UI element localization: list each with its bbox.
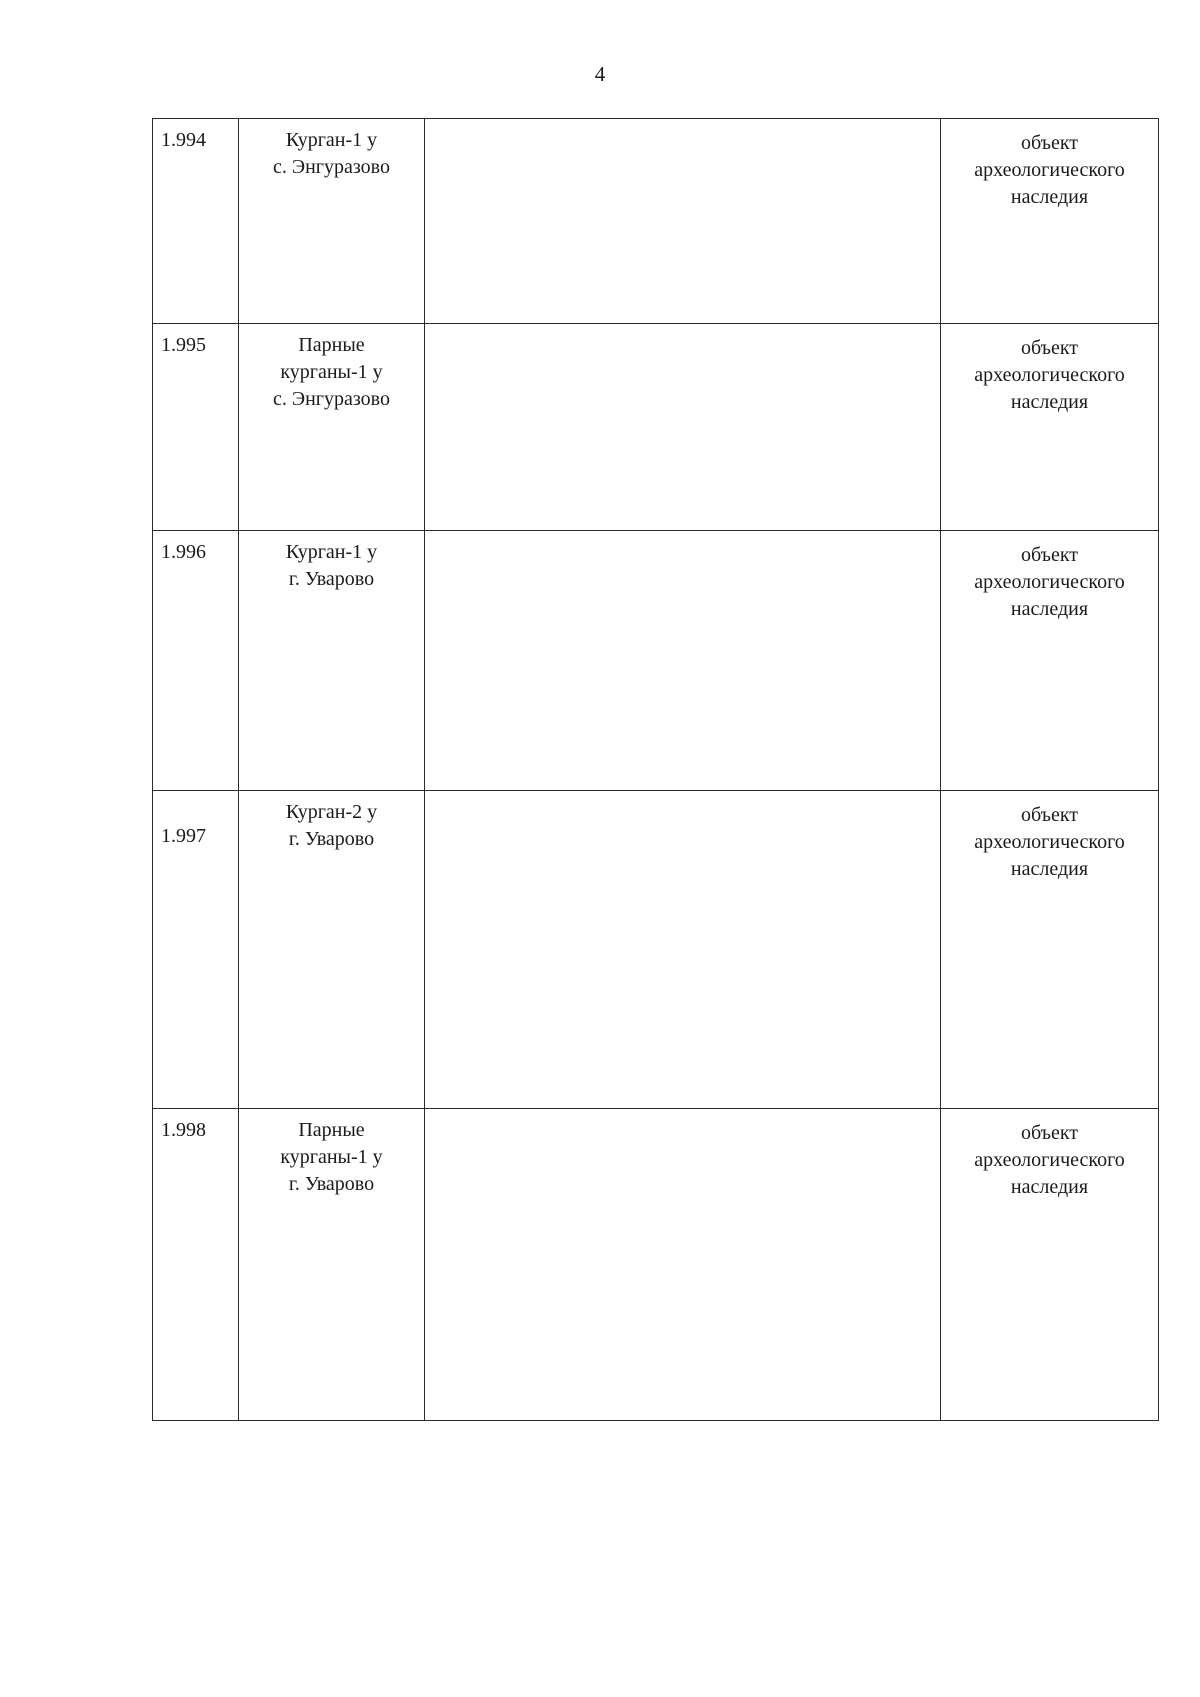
table-row xyxy=(153,324,1159,531)
category-cell xyxy=(941,324,1159,531)
category-line: археологического xyxy=(974,1149,1125,1171)
category-cell xyxy=(941,791,1159,1109)
category-line: археологического xyxy=(974,831,1125,853)
description-cell xyxy=(425,791,941,1109)
category-line: объект xyxy=(1020,544,1079,566)
description-cell xyxy=(425,1109,941,1421)
category-line: объект xyxy=(1020,132,1079,154)
category-line: археологического xyxy=(974,159,1125,181)
row-number-cell: 1.994 xyxy=(153,119,239,324)
object-name-line: курганы-1 у xyxy=(280,1146,383,1168)
category-line: объект xyxy=(1020,1122,1079,1144)
table-row xyxy=(153,119,1159,324)
category-line: археологического xyxy=(974,571,1125,593)
category-line: археологического xyxy=(974,364,1125,386)
object-name-line: Курган-1 у xyxy=(285,129,378,151)
category-line: наследия xyxy=(1010,598,1089,620)
description-cell xyxy=(425,324,941,531)
row-number-cell: 1.996 xyxy=(153,531,239,791)
description-cell xyxy=(425,531,941,791)
object-name-line: г. Уварово xyxy=(288,1173,375,1195)
table-row xyxy=(153,531,1159,791)
object-name-cell xyxy=(239,324,425,531)
category-cell xyxy=(941,1109,1159,1421)
category-cell xyxy=(941,531,1159,791)
category-line: наследия xyxy=(1010,1176,1089,1198)
object-name-line: с. Энгуразово xyxy=(273,156,390,178)
row-number-cell: 1.997 xyxy=(153,791,239,1109)
object-name-line: г. Уварово xyxy=(288,828,375,850)
object-name-line: Курган-1 у xyxy=(285,541,378,563)
category-line: наследия xyxy=(1010,186,1089,208)
object-name-cell xyxy=(239,531,425,791)
object-name-line: Курган-2 у xyxy=(285,801,378,823)
object-name-cell xyxy=(239,1109,425,1421)
category-line: наследия xyxy=(1010,391,1089,413)
object-name-cell xyxy=(239,119,425,324)
object-name-line: с. Энгуразово xyxy=(273,388,390,410)
object-name-line: Парные xyxy=(298,334,365,356)
table-row xyxy=(153,791,1159,1109)
object-name-line: г. Уварово xyxy=(288,568,375,590)
row-number-cell: 1.998 xyxy=(153,1109,239,1421)
object-name-line: курганы-1 у xyxy=(280,361,383,383)
row-number-cell: 1.995 xyxy=(153,324,239,531)
category-line: наследия xyxy=(1010,858,1089,880)
object-name-line: Парные xyxy=(298,1119,365,1141)
object-name-cell xyxy=(239,791,425,1109)
category-cell xyxy=(941,119,1159,324)
category-line: объект xyxy=(1020,804,1079,826)
page-number: 4 xyxy=(594,62,606,86)
table-row xyxy=(153,1109,1159,1421)
heritage-register-table xyxy=(152,118,1159,1421)
category-line: объект xyxy=(1020,337,1079,359)
description-cell xyxy=(425,119,941,324)
